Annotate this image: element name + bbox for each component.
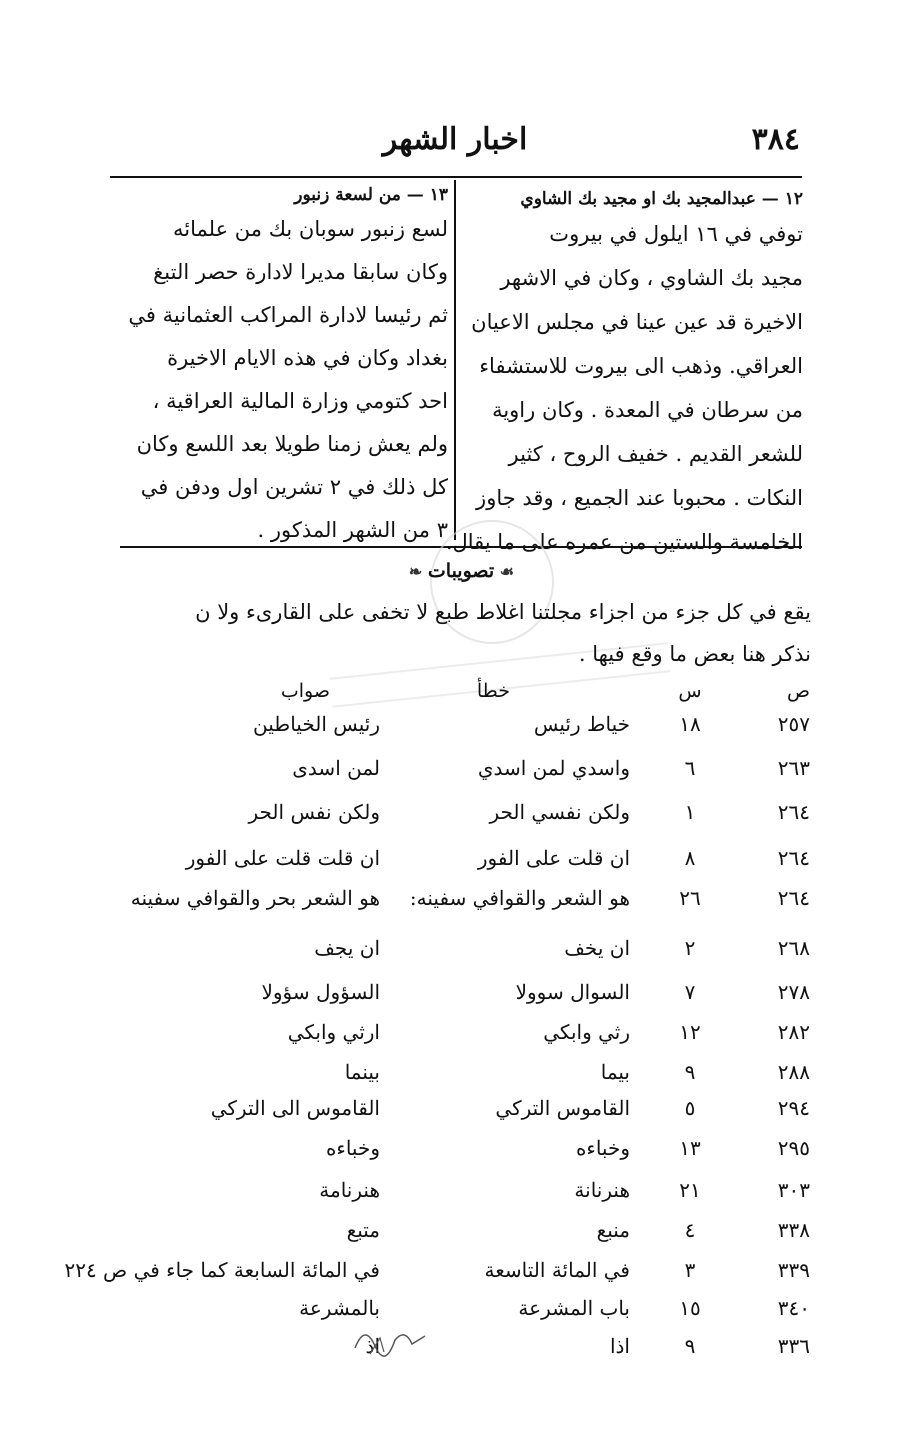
header-line: س [678, 680, 702, 702]
cell-right: ان قلت قلت على الفور [185, 846, 380, 870]
cell-wrong: ولكن نفسي الحر [489, 800, 630, 824]
table-row [110, 936, 810, 980]
cell-line: ١ [684, 800, 696, 824]
corrections-intro-line: يقع في كل جزء من اجزاء مجلتنا اغلاط طبع لا تخفى على القارىء ولا ن [195, 600, 811, 624]
obituary-line: الخامسة والستين من عمره على ما يقال. [445, 530, 803, 554]
cell-right: ارثي وابكي [287, 1020, 380, 1044]
cell-right: رئيس الخياطين [253, 712, 380, 736]
cell-page: ٣٣٦ [777, 1334, 810, 1358]
obituary-line: ولم يعش زمنا طويلا بعد اللسع وكان [136, 432, 448, 456]
table-row [110, 1334, 810, 1374]
cell-line: ٤ [684, 1218, 696, 1242]
cell-line: ٧ [684, 980, 696, 1004]
cell-right: متبع [346, 1218, 380, 1242]
cell-wrong: في المائة التاسعة [484, 1258, 630, 1282]
column-divider [454, 180, 456, 540]
obituary-heading: ١٣ — من لسعة زنبور [294, 185, 448, 205]
cell-right: ولكن نفس الحر [248, 800, 380, 824]
table-row [110, 1060, 810, 1096]
obituary-line: ٣ من الشهر المذكور . [257, 518, 448, 542]
cell-wrong: هو الشعر والقوافي سفينه: [409, 886, 630, 910]
obituary-wasp-sting [118, 184, 448, 552]
obituary-line: مجيد بك الشاوي ، وكان في الاشهر [500, 266, 803, 290]
cell-page: ٢٨٨ [777, 1060, 810, 1084]
cell-page: ٢٥٧ [777, 712, 810, 736]
cell-right: هو الشعر بحر والقوافي سفينه [130, 886, 380, 910]
cell-wrong: واسدي لمن اسدي [477, 756, 630, 780]
cell-right: بالمشرعة [299, 1296, 380, 1320]
table-row [64, 1258, 810, 1296]
table-row [110, 886, 810, 936]
cell-right: في المائة السابعة كما جاء في ص ٢٢٤ [64, 1258, 380, 1282]
cell-page: ٢٦٤ [777, 846, 810, 870]
cell-page: ٣٣٩ [777, 1258, 810, 1282]
obituary-line: بغداد وكان في هذه الايام الاخيرة [167, 346, 448, 370]
corrections-rows [64, 712, 810, 1374]
cell-page: ٢٦٤ [777, 800, 810, 824]
cell-wrong: ان قلت على الفور [477, 846, 630, 870]
table-row [110, 1296, 810, 1334]
cell-line: ٦ [684, 756, 696, 780]
header-page: ص [787, 680, 810, 702]
cell-page: ٢٨٢ [777, 1020, 810, 1044]
page-number: ٣٨٤ [751, 122, 800, 157]
cell-page: ٣٤٠ [777, 1296, 810, 1320]
cell-page: ٢٦٤ [777, 886, 810, 910]
cell-page: ٢٩٥ [777, 1136, 810, 1160]
cell-page: ٢٧٨ [777, 980, 810, 1004]
table-row [110, 1218, 810, 1258]
obituary-line: وكان سابقا مديرا لادارة حصر التبغ [153, 260, 448, 284]
cell-page: ٢٩٤ [777, 1096, 810, 1120]
cell-right: لمن اسدى [292, 756, 380, 780]
cell-line: ٩ [684, 1060, 696, 1084]
ornament-icon: ☙ [494, 562, 515, 581]
table-row [110, 756, 810, 800]
cell-line: ٢ [684, 936, 696, 960]
header-right: صواب [280, 680, 330, 702]
cell-wrong: منبع [596, 1218, 630, 1242]
page-header [110, 122, 800, 172]
corrections-intro-line: نذكر هنا بعض ما وقع فيها . [578, 642, 811, 666]
cell-wrong: باب المشرعة [518, 1296, 630, 1320]
obituary-line: النكات . محبوبا عند الجميع ، وقد جاوز [476, 486, 803, 510]
cell-right: وخباءه [325, 1136, 380, 1160]
cell-line: ٢٦ [679, 886, 701, 910]
obituary-line: للشعر القديم . خفيف الروح ، كثير [508, 442, 803, 466]
header-rule [110, 176, 802, 178]
cell-wrong: القاموس التركي [495, 1096, 630, 1120]
cell-right: السؤول سؤولا [261, 980, 380, 1004]
cell-wrong: هنرنانة [574, 1178, 630, 1202]
ornament-icon: ❧ [408, 562, 428, 581]
cell-line: ٢١ [679, 1178, 701, 1202]
obituary-line: توفي في ١٦ ايلول في بيروت [549, 222, 803, 246]
cell-wrong: ان يخف [564, 936, 630, 960]
obituary-line: العراقي. وذهب الى بيروت للاستشفاء [479, 354, 803, 378]
cell-right: القاموس الى التركي [210, 1096, 380, 1120]
obituary-line: كل ذلك في ٢ تشرين اول ودفن في [140, 475, 448, 499]
cell-line: ١٢ [679, 1020, 701, 1044]
table-row [110, 846, 810, 886]
table-row [110, 1136, 810, 1178]
obituary-line: الاخيرة قد عين عينا في مجلس الاعيان [471, 310, 803, 334]
cell-line: ٩ [684, 1334, 696, 1358]
corrections-table [64, 680, 810, 1374]
cell-page: ٣٠٣ [777, 1178, 810, 1202]
table-header-row [110, 680, 810, 712]
table-row [110, 712, 810, 756]
obituary-line: من سرطان في المعدة . وكان راوية [492, 398, 803, 422]
running-title: اخبار الشهر [382, 122, 528, 157]
header-wrong: خطأ [476, 680, 510, 702]
cell-right: هنرنامة [319, 1178, 380, 1202]
cell-right: ان يجف [314, 936, 380, 960]
corrections-title [0, 560, 923, 582]
library-stamp-watermark [427, 520, 554, 644]
cell-line: ١٨ [679, 712, 701, 736]
cell-line: ١٣ [679, 1136, 701, 1160]
cell-page: ٣٣٨ [777, 1218, 810, 1242]
cell-wrong: اذا [609, 1334, 630, 1358]
cell-wrong: السوال سوولا [515, 980, 630, 1004]
obituary-line: احد كتومي وزارة المالية العراقية ، [152, 389, 448, 413]
table-row [110, 980, 810, 1020]
cell-line: ٥ [684, 1096, 696, 1120]
cell-right: اذ [365, 1334, 380, 1358]
cell-wrong: رثي وابكي [543, 1020, 630, 1044]
obituary-line: لسع زنبور سوبان بك من علمائه [172, 217, 448, 241]
obituary-line: ثم رئيسا لادارة المراكب العثمانية في [128, 303, 448, 327]
cell-page: ٢٦٨ [777, 936, 810, 960]
obituary-majid-shawi [445, 188, 803, 564]
table-row [110, 1020, 810, 1060]
cell-wrong: خياط رئيس [533, 712, 630, 736]
cell-wrong: بيما [600, 1060, 630, 1084]
cell-page: ٢٦٣ [777, 756, 810, 780]
cell-wrong: وخباءه [575, 1136, 630, 1160]
table-row [110, 1178, 810, 1218]
table-row [110, 1096, 810, 1136]
corrections-title-text: تصويبات [427, 560, 495, 582]
handwritten-scribble [350, 1318, 430, 1358]
cell-right: بينما [344, 1060, 380, 1084]
cell-line: ٨ [684, 846, 696, 870]
cell-line: ١٥ [679, 1296, 701, 1320]
cell-line: ٣ [684, 1258, 696, 1282]
obituary-heading: ١٢ — عبدالمجيد بك او مجيد بك الشاوي [520, 189, 803, 209]
table-row [110, 800, 810, 846]
